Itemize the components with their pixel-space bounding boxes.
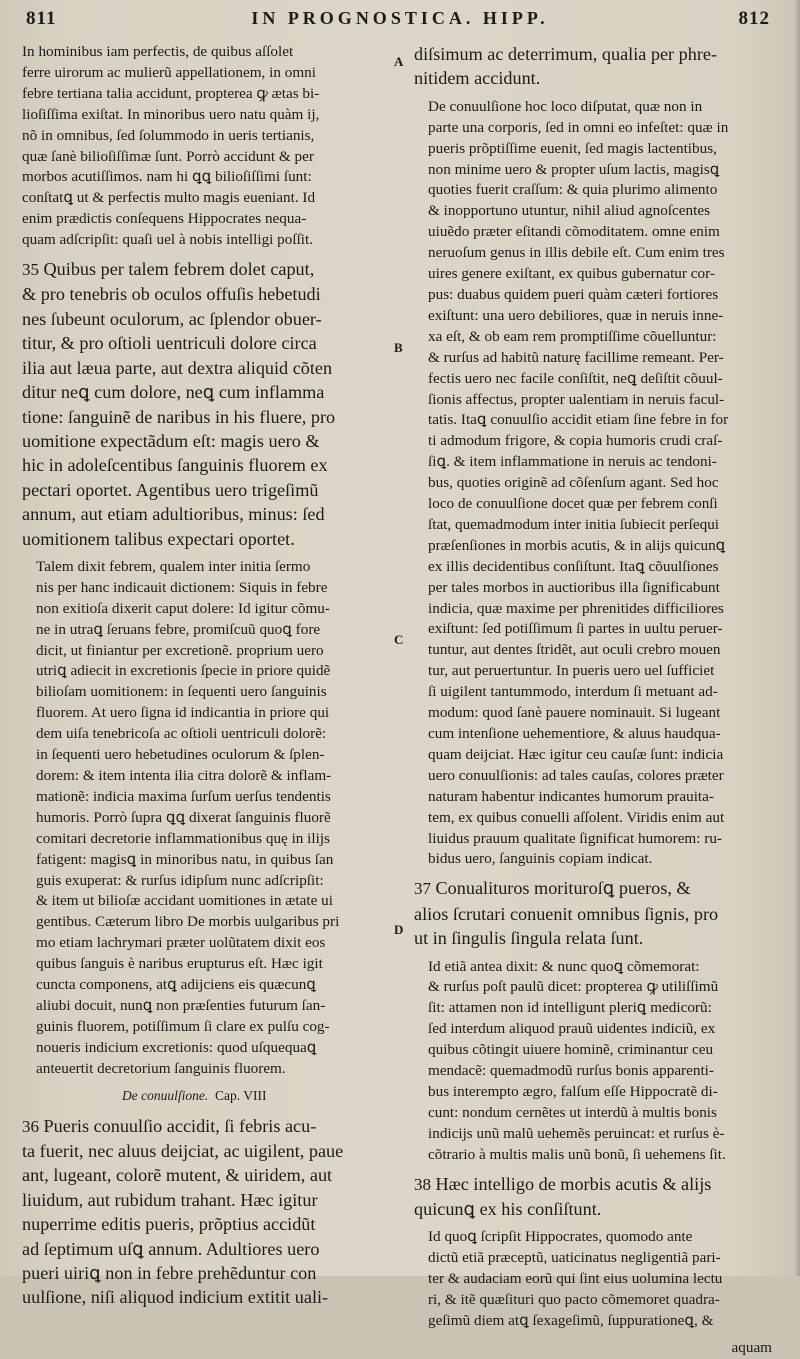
text-line: bus interempto ægro, falſum eſſe Hippocratẽ di- bbox=[428, 1083, 718, 1100]
text-line: uomitione expectãdum eſt: magis uero & bbox=[22, 430, 320, 451]
caption-chapter: Cap. VIII bbox=[214, 1087, 267, 1103]
text-line-body: Pueris conuulſio accidit, ſi febris acu- bbox=[43, 1115, 317, 1136]
text-line: ditur neꝗ cum dolore, neꝗ cum inflamma bbox=[22, 382, 325, 403]
text-line: & rurſus ad habitũ naturę facillime remeant. Per- bbox=[428, 348, 724, 366]
commentary-paragraph bbox=[22, 557, 390, 1080]
text-line: guinis fluorem, potiſſimum ſi clare ex pulſu cog- bbox=[36, 1017, 330, 1035]
text-line: indicia, quæ maxime per phrenitides difficiliores bbox=[428, 599, 724, 617]
text-line: ilia aut læua parte, aut dextra aliquid cõten bbox=[22, 357, 333, 378]
text-line: in ſequenti uero hebetudines oculorum & ſplen- bbox=[36, 746, 325, 764]
text-line: dictũ etiã præceptũ, uaticinatus negligentiã pari- bbox=[428, 1249, 721, 1267]
aphorism-38 bbox=[414, 1172, 780, 1222]
text-line: pueri uiriꝗ non in febre prehẽduntur con bbox=[22, 1263, 317, 1284]
text-line: ant, lugeant, colorẽ mutent, & uiridem, aut bbox=[22, 1165, 333, 1186]
text-line: nitidem accidunt. bbox=[414, 68, 541, 89]
text-line: bus, quoties originẽ ad cõſenſum agant. Sed hoc bbox=[428, 474, 719, 492]
text-line: ut in ſingulis ſingula relata ſunt. bbox=[414, 928, 644, 949]
text-line: exiſtunt: una uero debiliores, quæ in neruis inne- bbox=[428, 306, 724, 324]
aphorism-number: 38 bbox=[414, 1174, 431, 1194]
commentary-paragraph bbox=[414, 957, 780, 1166]
text-line bbox=[22, 257, 390, 282]
text-line: ſtat, quemadmodum inter initia ſubiecit perſequi bbox=[428, 515, 720, 533]
page-number-right: 812 bbox=[738, 8, 770, 29]
text-line: non minime uero & propter uſum lactis, magisꝗ bbox=[428, 160, 720, 178]
text-line: ſi uigilent tantummodo, interdum ſi metuant ad- bbox=[428, 683, 718, 701]
text-line: uomitionem talibus expectari oportet. bbox=[22, 528, 295, 549]
text-line: titur, & pro oſtioli uentriculi dolore circa bbox=[22, 333, 317, 354]
text-line: mendacẽ: quemadmodũ rurſus bonis apparenti- bbox=[428, 1062, 714, 1080]
text-line: fluorem. At uero ſigna id indicantia in priore qui bbox=[36, 704, 330, 722]
text-line: pueris prõptiſſime euenit, ſed magis lactentibus, bbox=[428, 139, 717, 157]
text-line: quam deijciat. Hæc igitur ceu cauſæ ſunt: indicia bbox=[428, 745, 724, 763]
text-line: & rurſus poſt paulũ dicet: propterea ꝙ utiliſſimũ bbox=[428, 978, 719, 996]
text-line: quibus cõtingit uiuere hominẽ, criminantur ceu bbox=[428, 1041, 714, 1059]
text-line: neruoſum genus in illis debile eſt. Cum enim tres bbox=[428, 244, 725, 262]
margin-letter-c: C bbox=[394, 632, 404, 647]
text-line: cum intenſione uehementiore, & aluus haudqua- bbox=[428, 725, 721, 742]
aphorism-37 bbox=[414, 876, 780, 950]
text-line: mo etiam lachrymari præter uolũtatem dixit eos bbox=[36, 934, 326, 952]
text-line: pus: duabus quidem pueri quàm cæteri fortiores bbox=[428, 285, 719, 303]
text-line: guis exuperat: & rurſus idipſum nunc adſcripſit: bbox=[36, 871, 324, 889]
text-line: quam adſcripſit: quaſi uel à nobis intelligi poſſit. bbox=[22, 231, 314, 249]
text-line: non exitioſa dixerit caput dolere: Id igitur cõmu- bbox=[36, 599, 330, 617]
text-line: ſit: attamen non id intelligunt pleriꝗ medicorũ: bbox=[428, 999, 712, 1017]
text-line: exiſtunt: ſed potiſſimum ſi partes in uultu peruer- bbox=[428, 620, 723, 638]
text-line: ſed interdum aliquod prauũ uidentes indiciũ, ex bbox=[428, 1020, 716, 1038]
text-line: quæ ſanè bilioſiſſimæ ſunt. Porrò accidunt & per bbox=[22, 147, 314, 165]
text-line: uiuẽdo præter eſitandi cõmoditatem. omne enim bbox=[428, 223, 720, 241]
text-line: lioſiſſima exiſtat. In minoribus uero natu quàm ij, bbox=[22, 105, 320, 123]
text-line: ne in utraꝗ ſeruans febre, promiſcuũ quoꝗ fore bbox=[36, 620, 321, 638]
margin-letter-b: B bbox=[394, 340, 403, 355]
text-line: tatis. Itaꝗ conuulſio accidit etiam ſine febre in for bbox=[428, 411, 729, 429]
text-line: ta fuerit, nec aluus deijciat, ac uigilent, paue bbox=[22, 1141, 344, 1161]
text-line-body: Hæc intelligo de morbis acutis & alijs bbox=[435, 1173, 712, 1194]
left-column bbox=[22, 42, 390, 1316]
text-line: ri, & itẽ quæſituri quo pacto cõmemoret quadra- bbox=[428, 1291, 720, 1309]
margin-letter-d: D bbox=[394, 922, 404, 937]
text-line: diſsimum ac deterrimum, qualia per phre- bbox=[414, 44, 718, 64]
aphorism-35 bbox=[22, 257, 390, 551]
text-line: annum, aut etiam adultioribus, minus: ſed bbox=[22, 504, 325, 525]
aphorism-continuation bbox=[414, 42, 780, 91]
text-line: pectari oportet. Agentibus uero trigeſimũ bbox=[22, 479, 319, 500]
text-line: ex illis decidentibus conſiſtunt. Itaꝗ cõuulſiones bbox=[428, 557, 719, 575]
text-line: fatigent: magisꝗ in minoribus natu, in quibus ſan bbox=[36, 850, 334, 868]
text-line: morbos acutiſſimos. nam hi ꝗꝗ bilioſiſſimi ſunt: bbox=[22, 168, 312, 186]
text-line: geſimũ diem atꝗ ſexageſimũ, ſuppurationeꝗ, & bbox=[428, 1312, 714, 1330]
text-line: bidus uero, ſanguinis copiam indicat. bbox=[428, 850, 653, 868]
text-line: modum: quod ſanè pauere nominauit. Si lugeant bbox=[428, 704, 721, 722]
text-line: & item ut bilioſæ accidant uomitiones in ætate ui bbox=[36, 892, 333, 910]
right-column bbox=[414, 42, 780, 1359]
page-number-left: 811 bbox=[26, 8, 57, 29]
text-line: uires genere exiſtant, ex quibus gubernatur cor- bbox=[428, 265, 715, 283]
text-line: nis per hanc indicauit dictionem: Siquis in febre bbox=[36, 578, 328, 596]
text-line: quicunꝗ ex his conſiſtunt. bbox=[414, 1199, 602, 1220]
text-line: cõtrario à multis malis unũ bonũ, ſi uehemens ſit. bbox=[428, 1145, 726, 1163]
text-line: uero conuulſionis: ad tales cauſas, colores præter bbox=[428, 766, 724, 784]
text-line: indicijs unũ malũ uehemẽs peruincat: et rurſus è- bbox=[428, 1124, 725, 1142]
aphorism-36 bbox=[22, 1114, 390, 1310]
text-line: mationẽ: indicia maxima ſurſum uerſus tendentis bbox=[36, 787, 331, 805]
text-line: quibus ſanguis è naribus erupturus eſt. Hæc igitᷣ bbox=[36, 955, 335, 973]
text-line: anteuertit decretorium ſanguinis fluorem. bbox=[36, 1059, 286, 1077]
text-line: nõ in omnibus, ſed ſolummodo in ueris tertianis, bbox=[22, 126, 315, 144]
text-line: In hominibus iam perfectis, de quibus aſſolet bbox=[22, 43, 294, 60]
text-line: & pro tenebris ob oculos offuſis hebetudi bbox=[22, 284, 321, 305]
text-line: noueris indicium excretionis: quod uſquequaꝗ bbox=[36, 1038, 317, 1056]
running-title: IN PROGNOSTICA. HIPP. bbox=[251, 8, 549, 28]
aphorism-number: 35 bbox=[22, 260, 39, 280]
margin-letter-a: A bbox=[394, 54, 404, 69]
text-line: enim prædictis conſequens Hippocrates nequa- bbox=[22, 210, 307, 228]
text-line: quoties fuerit craſſum: & quia plurimo alimento bbox=[428, 181, 718, 199]
text-line bbox=[22, 1114, 390, 1139]
text-line: tione: ſanguinẽ de naribus in his fluere, pro bbox=[22, 406, 336, 427]
text-line: xa eſt, & ob eam rem promptiſſime cõuelluntur: bbox=[428, 327, 717, 345]
text-line: comitari decretorie inflammationibus quę in ilijs bbox=[36, 829, 330, 847]
text-line: loco de conuulſione docet quæ per febrem conſi bbox=[428, 495, 718, 513]
text-line: conſtatꝗ ut & perfectis multo magis eueniant. Id bbox=[22, 189, 316, 207]
chapter-caption bbox=[122, 1086, 390, 1106]
commentary-paragraph bbox=[22, 42, 390, 251]
text-line: De conuulſione hoc loco diſputat, quæ non in bbox=[428, 97, 703, 115]
commentary-paragraph bbox=[414, 1227, 780, 1332]
text-line: ferre uirorum ac mulierũ appellationem, in omni bbox=[22, 63, 316, 81]
text-line: præſenſiones in morbis acutis, & in alijs quicunꝗ bbox=[428, 536, 726, 554]
text-line bbox=[414, 876, 780, 901]
text-line-body: Conualituros morituroſꝗ pueros, & bbox=[435, 878, 691, 899]
text-line: per tales morbos in auctioribus illa ſignificabunt bbox=[428, 578, 720, 596]
text-line: utriꝗ adiecit in excretionis ſpecie in priore quidẽ bbox=[36, 662, 331, 680]
text-line: humoris. Porrò ſupra ꝗꝗ dixerat ſanguinis fluorẽ bbox=[36, 808, 331, 826]
text-line: liuidus prauum qualitate ſignificat humorem: ru- bbox=[428, 829, 722, 847]
text-line: hic in adoleſcentibus ſanguinis fluorem ex bbox=[22, 455, 328, 476]
text-line: aliubi docuit, nunꝗ non præſenties futurum ſan- bbox=[36, 996, 326, 1014]
text-line: Id etiã antea dixit: & nunc quoꝗ cõmemorat: bbox=[428, 957, 700, 975]
text-line: cunt: nondum cernẽtes ut interdũ à multis bonis bbox=[428, 1103, 717, 1121]
text-line: dem uiſa tenebricoſa ac oſtioli uentriculi dolorẽ: bbox=[36, 725, 327, 743]
text-line: alios ſcrutari conuenit omnibus ſignis, pro bbox=[414, 903, 719, 924]
text-line: dorem: & item intenta ilia citra dolorẽ & inflam- bbox=[36, 767, 332, 784]
running-header bbox=[0, 8, 800, 38]
text-line: naturam habentur indicantes humorum prauita- bbox=[428, 787, 714, 805]
text-line: bilioſam uomitionem: in ſequenti uero ſanguinis bbox=[36, 683, 327, 701]
caption-title: De conuulſione. bbox=[122, 1087, 209, 1103]
text-line: tur, aut peruertuntur. In pueris uero uel ſufficiet bbox=[428, 662, 715, 680]
text-line-body: Quibus per talem febrem dolet caput, bbox=[43, 259, 315, 280]
text-line: & inopportuno utuntur, nihil aliud agnoſcentes bbox=[428, 202, 711, 220]
text-line: cuncta componens, atꝗ adijciens eis quæcunꝗ bbox=[36, 976, 316, 994]
text-line: fectis uero nec facile conſiſtit, neꝗ deſiſtit cõuul- bbox=[428, 369, 723, 387]
text-line: tuntur, aut dentes ſtridẽt, aut oculi crebro mouen bbox=[428, 641, 721, 659]
text-line: Talem dixit febrem, qualem inter initia ſermo bbox=[36, 557, 311, 575]
page-edge-shadow bbox=[794, 0, 800, 1276]
text-line: Id quoꝗ ſcripſit Hippocrates, quomodo ante bbox=[428, 1228, 693, 1246]
text-line: gentibus. Cæterum libro De morbis uulgaribus pri bbox=[36, 913, 340, 931]
text-line: ti admodum frigore, & copia humoris crudi craſ- bbox=[428, 432, 723, 450]
text-line: ter & audaciam eorũ qui ſint eius uolumina lectu bbox=[428, 1270, 723, 1288]
catchword: aquam bbox=[731, 1338, 772, 1356]
text-line: uulſione, niſi aliquod indicium extitit uali- bbox=[22, 1287, 329, 1308]
text-line: nes ſubeunt oculorum, ac ſplendor obuer- bbox=[22, 308, 322, 329]
text-line: ſionis affectus, propter ualentiam in neruis facul- bbox=[428, 390, 725, 408]
text-line: dicit, ut finiantur per excretionẽ. proprium uero bbox=[36, 641, 324, 659]
commentary-paragraph bbox=[414, 97, 780, 871]
aphorism-number: 36 bbox=[22, 1116, 39, 1136]
text-line: liuidum, aut rubidum trahant. Hæc igitur bbox=[22, 1189, 318, 1210]
text-line: tem, ex quibus conuelli aſſolent. Viridis enim aut bbox=[428, 808, 725, 826]
text-line bbox=[414, 1172, 780, 1197]
aphorism-number: 37 bbox=[414, 879, 431, 899]
text-line: febre tertiana talia accidunt, propterea ꝙ ætas bi- bbox=[22, 84, 320, 102]
text-line: ad ſeptimum uſꝗ annum. Adultiores uero bbox=[22, 1238, 320, 1259]
text-line: ſiꝗ. & item inflammatione in neruis ac tendoni- bbox=[428, 453, 717, 471]
text-line: parte una corporis, ſed in omni eo infeſtet: quæ in bbox=[428, 118, 729, 136]
text-line: nuperrime editis pueris, prõptius accidũt bbox=[22, 1214, 316, 1235]
